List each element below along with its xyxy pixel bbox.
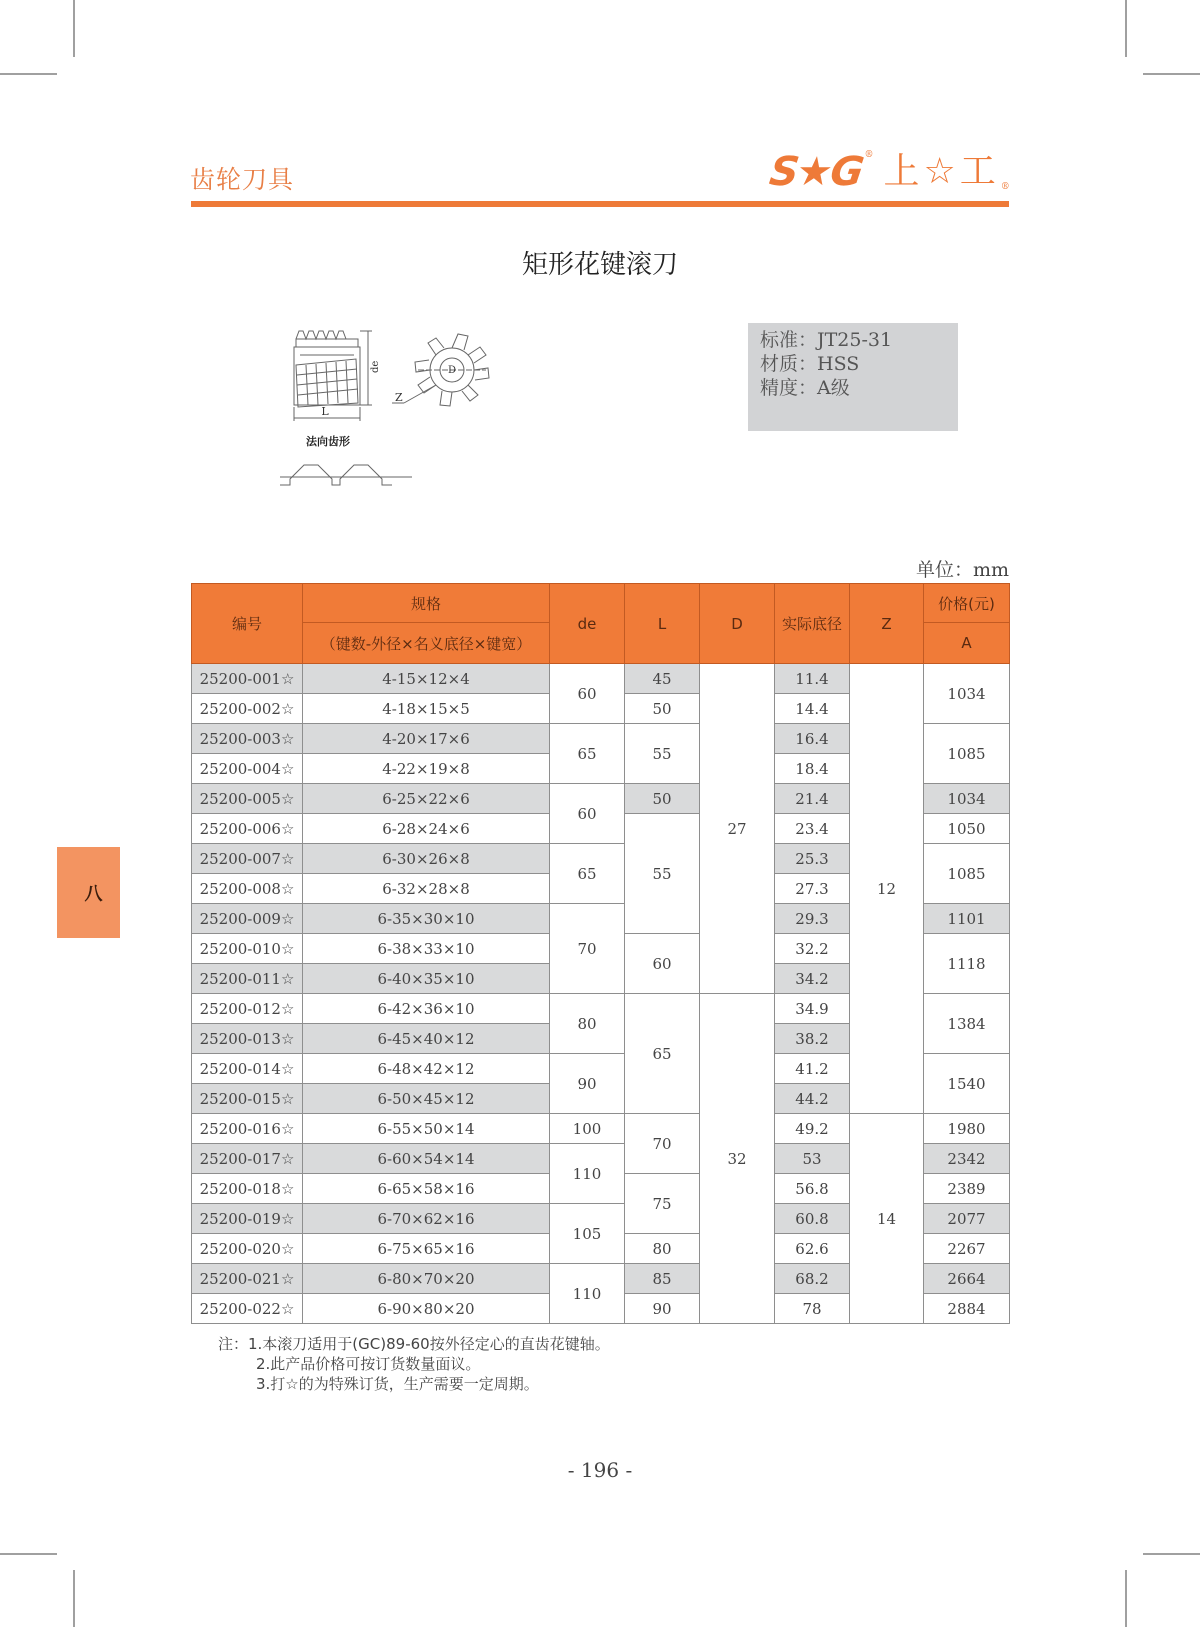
cell-root: 68.2 [775,1264,850,1294]
cell-de: 70 [550,904,625,994]
cell-L: 85 [625,1264,700,1294]
registered-mark-2: ® [1000,182,1010,192]
cell-price: 2389 [924,1174,1010,1204]
cell-code: 25200-006☆ [192,814,303,844]
cell-de: 100 [550,1114,625,1144]
cell-root: 25.3 [775,844,850,874]
cell-code: 25200-005☆ [192,784,303,814]
cell-L: 50 [625,694,700,724]
unit-label: 单位：mm [915,559,1009,581]
cell-spec: 6-28×24×6 [303,814,550,844]
cell-code: 25200-014☆ [192,1054,303,1084]
cell-spec: 6-50×45×12 [303,1084,550,1114]
cell-root: 29.3 [775,904,850,934]
cell-price: 2267 [924,1234,1010,1264]
cell-price: 1540 [924,1054,1010,1114]
spec-material: 材质：HSS [760,353,860,375]
cell-root: 44.2 [775,1084,850,1114]
cell-spec: 6-60×54×14 [303,1144,550,1174]
header-spec-sub: （键数-外径×名义底径×键宽） [303,623,550,664]
label-de: de [370,360,381,373]
cell-code: 25200-013☆ [192,1024,303,1054]
cell-price: 1050 [924,814,1010,844]
brand-logo [766,149,1010,195]
crop-mark-br-h [1143,1553,1200,1555]
spec-standard: 标准：JT25-31 [760,329,893,351]
cell-spec: 6-75×65×16 [303,1234,550,1264]
cell-code: 25200-002☆ [192,694,303,724]
cell-root: 11.4 [775,664,850,694]
cell-L: 55 [625,724,700,784]
cell-L: 80 [625,1234,700,1264]
cell-root: 60.8 [775,1204,850,1234]
cell-price: 1085 [924,844,1010,904]
cell-root: 62.6 [775,1234,850,1264]
cell-Z: 12 [850,664,924,1114]
crop-mark-bl-v [73,1570,75,1627]
spec-precision: 精度：A级 [760,377,850,399]
cell-spec: 6-30×26×8 [303,844,550,874]
header-divider [191,201,1009,207]
crop-mark-br-v [1125,1570,1127,1627]
header-price: 价格(元) [924,584,1010,623]
table-row [192,1114,1010,1144]
cell-root: 32.2 [775,934,850,964]
cell-root: 34.2 [775,964,850,994]
page-number: - 196 - [567,1458,633,1482]
cell-L: 70 [625,1114,700,1174]
cell-de: 60 [550,664,625,724]
notes [218,1334,610,1394]
label-L: L [321,405,329,418]
cell-code: 25200-019☆ [192,1204,303,1234]
cell-price: 2884 [924,1294,1010,1324]
cell-L: 55 [625,814,700,934]
cell-code: 25200-003☆ [192,724,303,754]
cell-code: 25200-010☆ [192,934,303,964]
header-spec: 规格 [303,584,550,623]
cell-root: 53 [775,1144,850,1174]
cell-price: 2664 [924,1264,1010,1294]
cell-price: 1118 [924,934,1010,994]
cell-spec: 4-15×12×4 [303,664,550,694]
cell-code: 25200-021☆ [192,1264,303,1294]
cell-L: 65 [625,994,700,1114]
label-D: D [448,365,457,376]
cell-spec: 6-38×33×10 [303,934,550,964]
cell-spec: 4-22×19×8 [303,754,550,784]
cell-spec: 6-35×30×10 [303,904,550,934]
section-title: 齿轮刀具 [190,165,295,194]
header-code: 编号 [192,584,303,664]
cell-spec: 6-45×40×12 [303,1024,550,1054]
cell-price: 1101 [924,904,1010,934]
cell-L: 50 [625,784,700,814]
cell-price: 1980 [924,1114,1010,1144]
logo-chinese: 上☆工 [883,151,1000,192]
header-D: D [700,584,775,664]
cell-root: 56.8 [775,1174,850,1204]
cell-D: 27 [700,664,775,994]
cell-spec: 6-48×42×12 [303,1054,550,1084]
cell-root: 21.4 [775,784,850,814]
cell-price: 1384 [924,994,1010,1054]
cell-de: 110 [550,1144,625,1204]
cell-root: 18.4 [775,754,850,784]
cell-root: 49.2 [775,1114,850,1144]
page-title: 矩形花键滚刀 [521,250,678,280]
cell-price: 1085 [924,724,1010,784]
cell-spec: 6-55×50×14 [303,1114,550,1144]
header-L: L [625,584,700,664]
cell-de: 105 [550,1204,625,1264]
cell-root: 14.4 [775,694,850,724]
cell-code: 25200-020☆ [192,1234,303,1264]
cell-root: 27.3 [775,874,850,904]
cell-de: 65 [550,844,625,904]
note-2: 2.此产品价格可按订货数量面议。 [256,1355,481,1373]
header-de: de [550,584,625,664]
logo-latin: S★G [766,149,865,195]
cell-code: 25200-018☆ [192,1174,303,1204]
cell-de: 80 [550,994,625,1054]
crop-mark-tl-h [0,73,57,75]
crop-mark-tr-h [1143,73,1200,75]
crop-mark-tl-v [73,0,75,57]
cell-spec: 6-70×62×16 [303,1204,550,1234]
chapter-tab-label: 八 [84,883,103,905]
cell-de: 110 [550,1264,625,1324]
cell-root: 78 [775,1294,850,1324]
cell-root: 38.2 [775,1024,850,1054]
hob-diagram [280,325,520,505]
cell-price: 2342 [924,1144,1010,1174]
spec-table [191,583,1010,1324]
cell-de: 65 [550,724,625,784]
cell-price: 2077 [924,1204,1010,1234]
cell-root: 23.4 [775,814,850,844]
cell-de: 90 [550,1054,625,1114]
cell-spec: 6-65×58×16 [303,1174,550,1204]
cell-L: 45 [625,664,700,694]
crop-mark-bl-h [0,1553,57,1555]
cell-spec: 4-20×17×6 [303,724,550,754]
label-Z: Z [395,391,403,404]
cell-code: 25200-009☆ [192,904,303,934]
cell-spec: 6-80×70×20 [303,1264,550,1294]
cell-code: 25200-012☆ [192,994,303,1024]
cell-root: 41.2 [775,1054,850,1084]
cell-spec: 6-25×22×6 [303,784,550,814]
cell-code: 25200-015☆ [192,1084,303,1114]
crop-mark-tr-v [1125,0,1127,57]
cell-spec: 6-40×35×10 [303,964,550,994]
cell-L: 90 [625,1294,700,1324]
header-price-sub: A [924,623,1010,664]
cell-root: 16.4 [775,724,850,754]
cell-price: 1034 [924,784,1010,814]
cell-code: 25200-017☆ [192,1144,303,1174]
cell-price: 1034 [924,664,1010,724]
cell-L: 60 [625,934,700,994]
table-row [192,664,1010,694]
registered-mark: ® [864,150,874,160]
header-root-dia: 实际底径 [775,584,850,664]
cell-code: 25200-007☆ [192,844,303,874]
cell-spec: 6-32×28×8 [303,874,550,904]
cell-L: 75 [625,1174,700,1234]
note-3: 3.打☆的为特殊订货，生产需要一定周期。 [256,1375,539,1393]
note-1: 注：1.本滚刀适用于(GC)89-60按外径定心的直齿花键轴。 [218,1335,610,1353]
cell-D: 32 [700,994,775,1324]
cell-spec: 6-90×80×20 [303,1294,550,1324]
cell-code: 25200-008☆ [192,874,303,904]
cell-root: 34.9 [775,994,850,1024]
spec-box [748,323,958,431]
cell-Z: 14 [850,1114,924,1324]
chapter-tab [57,847,120,938]
cell-de: 60 [550,784,625,844]
cell-code: 25200-022☆ [192,1294,303,1324]
cell-code: 25200-001☆ [192,664,303,694]
cell-code: 25200-016☆ [192,1114,303,1144]
cell-code: 25200-004☆ [192,754,303,784]
label-normal-profile: 法向齿形 [306,435,350,448]
cell-spec: 4-18×15×5 [303,694,550,724]
cell-code: 25200-011☆ [192,964,303,994]
cell-spec: 6-42×36×10 [303,994,550,1024]
header-Z: Z [850,584,924,664]
